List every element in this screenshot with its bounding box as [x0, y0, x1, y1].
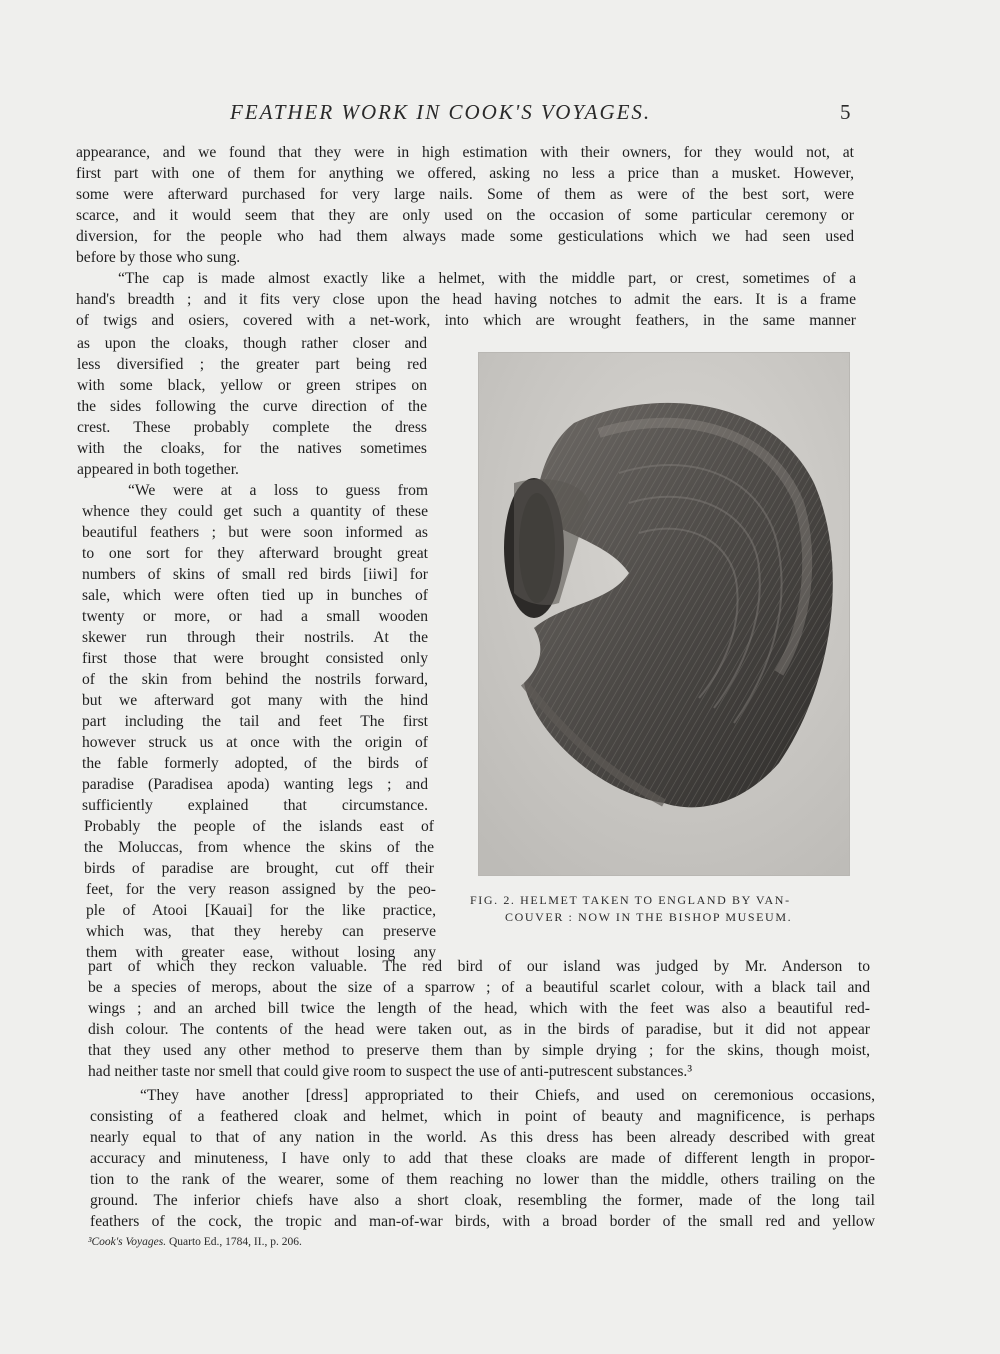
text-line: some were afterward purchased for very large nails. Some of them as were of the best sort, were	[76, 186, 854, 203]
text-line: which was, that they hereby can preserve	[86, 923, 436, 940]
text-line: first part with one of them for anything we offered, asking no less a price than a musket. However,	[76, 165, 854, 182]
text-line: the fable formerly adopted, of the birds of	[82, 755, 428, 772]
text-line: with the cloaks, for the natives sometimes	[77, 440, 427, 457]
text-line: that they used any other method to preserve them than by simple drying ; for the skins, though moist,	[88, 1042, 870, 1059]
text-line: nearly equal to that of any nation in the world. As this dress has been already described with great	[90, 1129, 875, 1146]
text-line: first those that were brought consisted only	[82, 650, 428, 667]
text-line: but we afterward got many with the hind	[82, 692, 428, 709]
text-line: accuracy and minuteness, I have only to add that these cloaks are made of different length in propor-	[90, 1150, 875, 1167]
figure-caption-line-1: FIG. 2. HELMET TAKEN TO ENGLAND BY VAN-	[470, 893, 791, 907]
text-line: numbers of skins of small red birds [iiwi] for	[82, 566, 428, 583]
text-line: sale, which were often tied up in bunches of	[82, 587, 428, 604]
text-line: scarce, and it would seem that they are only used on the occasion of some particular ceremony or	[76, 207, 854, 224]
text-line: appeared in both together.	[77, 461, 239, 478]
text-line: dish colour. The contents of the head were taken out, as in the birds of paradise, but it did not appear	[88, 1021, 870, 1038]
text-line: to one sort for they afterward brought great	[82, 545, 428, 562]
text-line: ground. The inferior chiefs have also a short cloak, resembling the former, made of the long tail	[90, 1192, 875, 1209]
text-line: them with greater ease, without losing any	[86, 944, 436, 961]
text-line: had neither taste nor smell that could give room to suspect the use of anti-putrescent substances.³	[88, 1063, 693, 1080]
footnote	[88, 1236, 302, 1248]
helmet-photograph	[478, 352, 850, 876]
text-line: ple of Atooi [Kauai] for the like practice,	[86, 902, 436, 919]
text-line: crest. These probably complete the dress	[77, 419, 427, 436]
text-line: consisting of a feathered cloak and helmet, which in point of beauty and magnificence, is perhaps	[90, 1108, 875, 1125]
text-line: tion to the rank of the wearer, some of them reaching no lower than the middle, others trailing on the	[90, 1171, 875, 1188]
figure-caption-line-2: COUVER : NOW IN THE BISHOP MUSEUM.	[505, 910, 793, 924]
text-line: the sides following the curve direction of the	[77, 398, 427, 415]
text-line: before by those who sung.	[76, 249, 241, 266]
text-line: appearance, and we found that they were in high estimation with their owners, for they would not, at	[76, 144, 854, 161]
page-number: 5	[840, 100, 851, 124]
text-line: of the skin from behind the nostrils forward,	[82, 671, 428, 688]
helmet-image	[479, 353, 849, 875]
text-line: “We were at a loss to guess from	[128, 482, 428, 499]
text-line: “They have another [dress] appropriated to their Chiefs, and used on ceremonious occasions,	[140, 1087, 875, 1104]
text-line: feet, for the very reason assigned by the peo-	[86, 881, 436, 898]
text-line: birds of paradise are brought, cut off their	[84, 860, 434, 877]
text-line: twenty or more, or had a small wooden	[82, 608, 428, 625]
running-head: FEATHER WORK IN COOK'S VOYAGES.	[230, 100, 652, 124]
text-line: wings ; and an arched bill twice the length of the head, which with the feet was also a beautiful red-	[88, 1000, 870, 1017]
text-line: skewer run through their nostrils. At the	[82, 629, 428, 646]
text-line: beautiful feathers ; but were soon informed as	[82, 524, 428, 541]
text-line: whence they could get such a quantity of these	[82, 503, 428, 520]
text-line: paradise (Paradisea apoda) wanting legs ; and	[82, 776, 428, 793]
text-line: as upon the cloaks, though rather closer and	[77, 335, 427, 352]
footnote-details: Quarto Ed., 1784, II., p. 206.	[168, 1236, 302, 1248]
text-line: the Moluccas, from whence the skins of the	[84, 839, 434, 856]
text-line: hand's breadth ; and it fits very close upon the head having notches to admit the ears. It is a frame	[76, 291, 856, 308]
text-line: sufficiently explained that circumstance.	[82, 797, 428, 814]
text-line: Probably the people of the islands east of	[84, 818, 434, 835]
text-line: with some black, yellow or green stripes on	[77, 377, 427, 394]
text-line: less diversified ; the greater part being red	[77, 356, 427, 373]
text-line: part of which they reckon valuable. The red bird of our island was judged by Mr. Anderson to	[88, 958, 870, 975]
text-line: be a species of merops, about the size of a sparrow ; of a beautiful scarlet colour, with a black tail and	[88, 979, 870, 996]
text-line: however struck us at once with the origin of	[82, 734, 428, 751]
text-line: part including the tail and feet The first	[82, 713, 428, 730]
text-line: “The cap is made almost exactly like a helmet, with the middle part, or crest, sometimes of a	[118, 270, 856, 287]
text-line: diversion, for the people who had them always made some gesticulations which we had seen used	[76, 228, 854, 245]
footnote-title: ³Cook's Voyages.	[88, 1236, 167, 1248]
text-line: feathers of the cock, the tropic and man-of-war birds, with a broad border of the small red and yellow	[90, 1213, 875, 1230]
text-line: of twigs and osiers, covered with a net-work, into which are wrought feathers, in the same manner	[76, 312, 856, 329]
